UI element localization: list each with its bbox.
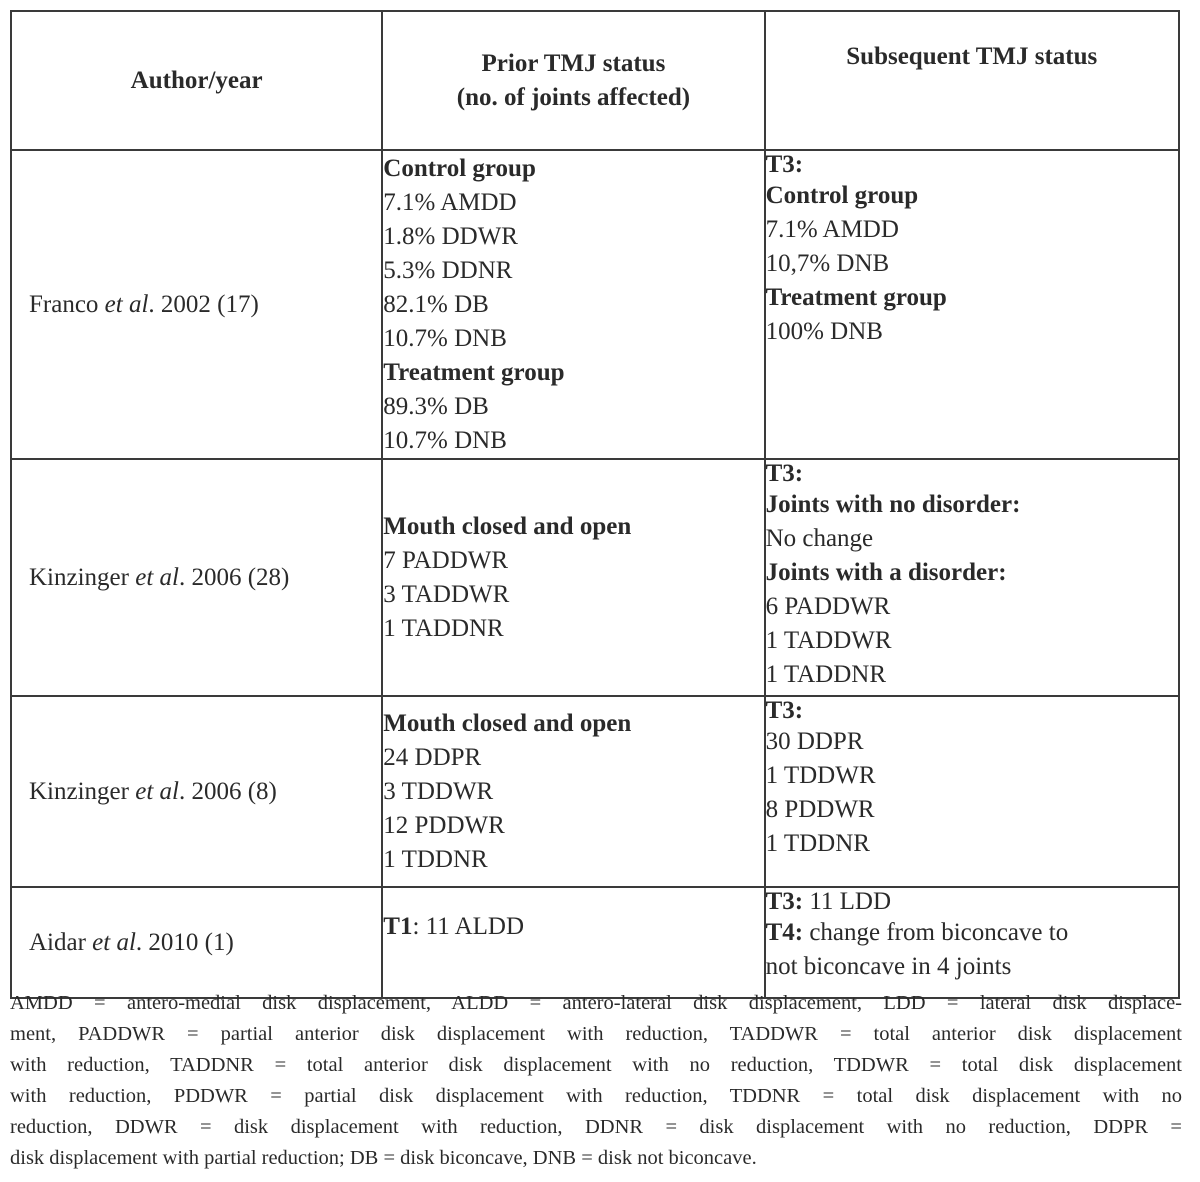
subsequent-line: 8 PDDWR <box>765 796 875 823</box>
author-etal: et al <box>92 928 136 956</box>
author-cell <box>11 150 382 459</box>
subsequent-line: 1 TDDWR <box>765 762 876 789</box>
subsequent-line: 1 TADDWR <box>765 627 892 654</box>
header-prior-status <box>382 11 764 150</box>
subsequent-line: No change <box>765 525 874 552</box>
subsequent-line: T3: <box>765 460 804 487</box>
prior-line: 7.1% AMDD <box>383 188 517 216</box>
author-cell <box>11 459 382 696</box>
subsequent-line: 100% DNB <box>765 318 883 345</box>
table-row <box>11 887 1179 998</box>
prior-line: Mouth closed and open <box>383 512 632 540</box>
subsequent-line: 30 DDPR <box>765 728 864 755</box>
prior-line: Treatment group <box>383 358 565 386</box>
table-row <box>11 696 1179 887</box>
subsequent-line: 10,7% DNB <box>765 250 890 277</box>
author-name: Aidar <box>29 928 93 956</box>
author-name: Kinzinger <box>29 563 136 591</box>
author-name: Kinzinger <box>29 777 136 805</box>
footnote-line: disk displacement with partial reduction; DB = disk biconcave, DNB = disk not biconcave. <box>10 1147 757 1169</box>
prior-line: 1 TADDNR <box>383 614 504 642</box>
subsequent-status-cell <box>765 150 1179 459</box>
prior-value: : 11 ALDD <box>412 913 525 940</box>
author-year: . 2006 (28) <box>178 563 290 591</box>
subsequent-line: 1 TDDNR <box>765 830 870 857</box>
prior-line: 5.3% DDNR <box>383 256 513 284</box>
subsequent-line <box>766 916 1178 950</box>
author-year: . 2002 (17) <box>148 290 259 318</box>
prior-line: 1 TDDNR <box>383 845 488 873</box>
prior-line: Mouth closed and open <box>383 709 632 737</box>
prior-line: 82.1% DB <box>383 290 489 318</box>
subsequent-status-cell <box>765 696 1179 887</box>
prior-status-cell <box>382 459 764 696</box>
subsequent-line: 7.1% AMDD <box>765 216 899 243</box>
subsequent-status-cell <box>765 459 1179 696</box>
author-cell <box>11 887 382 998</box>
header-subsequent-status: Subsequent TMJ status <box>765 11 1179 150</box>
header-row <box>11 11 1179 150</box>
abbreviations-footnote <box>10 988 1182 1174</box>
prior-line: 10.7% DNB <box>383 426 507 454</box>
prior-status-cell <box>382 887 764 998</box>
prior-line: 12 PDDWR <box>383 811 505 839</box>
prior-line: 3 TADDWR <box>383 580 510 608</box>
prior-line: 10.7% DNB <box>383 324 507 352</box>
prior-time-label: T1 <box>383 913 413 940</box>
t3-value: 11 LDD <box>803 888 892 915</box>
author-etal: et al <box>135 563 179 591</box>
footnote-line: reduction, DDWR = disk displacement with reduction, DDNR = disk displacement with no reduction, DDPR = <box>10 1116 1182 1138</box>
author-cell <box>11 696 382 887</box>
footnote-line: AMDD = antero-medial disk displacement, ALDD = antero-lateral disk displacement, LDD = lateral disk displace- <box>10 992 1182 1014</box>
table-row <box>11 150 1179 459</box>
prior-line: 89.3% DB <box>383 392 489 420</box>
header-author-year: Author/year <box>11 11 382 150</box>
prior-line: 3 TDDWR <box>383 777 494 805</box>
author-year: . 2006 (8) <box>178 777 277 805</box>
subsequent-line: 6 PADDWR <box>765 593 891 620</box>
prior-line: 24 DDPR <box>383 743 482 771</box>
author-year: . 2010 (1) <box>135 928 234 956</box>
table-row <box>11 459 1179 696</box>
subsequent-line <box>766 888 1178 916</box>
subsequent-line: Joints with a disorder: <box>765 559 1007 586</box>
t4-label: T4: <box>765 919 804 946</box>
prior-status-cell <box>382 696 764 887</box>
t3-label: T3: <box>765 888 804 915</box>
subsequent-line: Joints with no disorder: <box>765 491 1021 518</box>
t4-value: change from biconcave to <box>803 919 1069 946</box>
prior-line: 1.8% DDWR <box>383 222 518 250</box>
subsequent-line: Control group <box>765 182 919 209</box>
footnote-line: with reduction, PDDWR = partial disk displacement with reduction, TDDNR = total disk displacement with no <box>10 1085 1182 1107</box>
subsequent-line: not biconcave in 4 joints <box>765 953 1012 980</box>
header-prior-line2: (no. of joints affected) <box>456 83 691 111</box>
footnote-line: ment, PADDWR = partial anterior disk displacement with reduction, TADDWR = total anterior disk displacement <box>10 1023 1182 1045</box>
prior-line: Control group <box>383 154 536 182</box>
author-etal: et al <box>104 290 149 318</box>
author-name: Franco <box>29 290 105 318</box>
subsequent-line: T3: <box>765 151 804 178</box>
footnote-line: with reduction, TADDNR = total anterior disk displacement with no reduction, TDDWR = total disk displacement <box>10 1054 1182 1076</box>
prior-line <box>383 910 763 944</box>
subsequent-status-cell <box>765 887 1179 998</box>
tmj-status-table <box>10 10 1180 999</box>
subsequent-line: Treatment group <box>765 284 947 311</box>
header-prior-line1: Prior TMJ status <box>481 49 666 77</box>
subsequent-line: 1 TADDNR <box>765 661 887 688</box>
subsequent-line: T3: <box>765 697 804 724</box>
author-etal: et al <box>135 777 179 805</box>
prior-status-cell <box>382 150 764 459</box>
prior-line: 7 PADDWR <box>383 546 509 574</box>
